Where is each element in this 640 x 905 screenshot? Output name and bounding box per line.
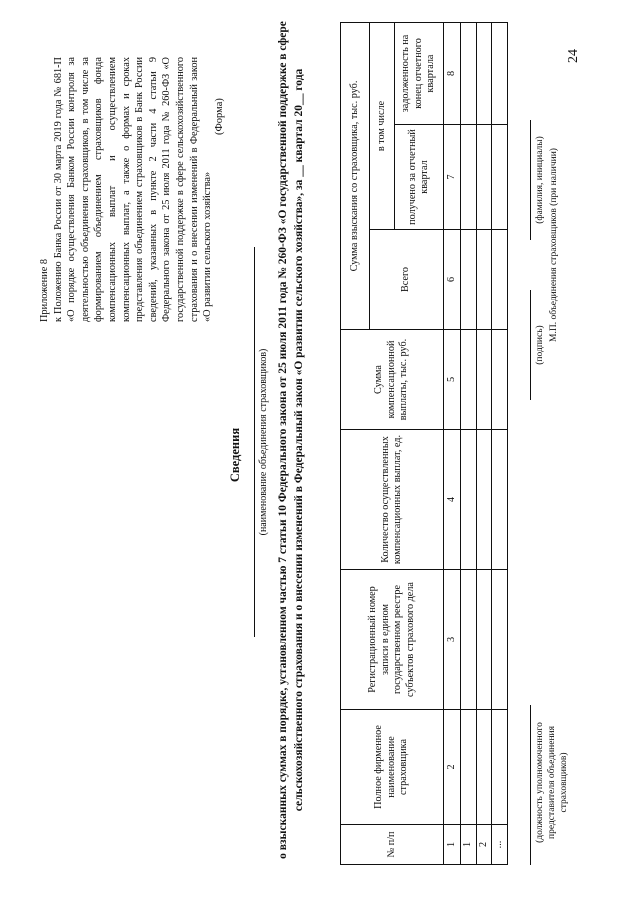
signature-caption: (подпись): [535, 325, 545, 365]
page-number: 24: [566, 49, 581, 63]
header-registration-number: Регистрационный номер записи в едином государственном реестре субъектов страхового дела: [341, 570, 444, 710]
form-label: (Форма): [214, 98, 225, 135]
name-caption: (фамилия, инициалы): [535, 136, 545, 224]
table-cell: [476, 570, 492, 710]
name-line: [530, 120, 531, 240]
col-number-cell: 4: [444, 430, 461, 570]
header-including: в том числе: [370, 22, 395, 229]
table-cell: [476, 330, 492, 430]
table-cell: [492, 330, 508, 430]
table-cell: [461, 330, 477, 430]
table-cell: [476, 125, 492, 230]
table-cell: [476, 710, 492, 825]
table-cell: 2: [476, 825, 492, 865]
table-cell: [492, 570, 508, 710]
table-row: [476, 22, 492, 864]
col-number-cell: 3: [444, 570, 461, 710]
col-number-cell: 2: [444, 710, 461, 825]
col-number-cell: 8: [444, 22, 461, 124]
table-cell: [492, 710, 508, 825]
header-received: получено за отчетный квартал: [395, 125, 444, 230]
appendix-reference: [38, 57, 215, 322]
table-cell: [476, 430, 492, 570]
position-caption: (должность уполномоченного представителя объединения страховщиков): [535, 722, 569, 843]
col-number-cell: 5: [444, 330, 461, 430]
header-payment-count: Количество осуществленных компенсационных выплат, ед.: [341, 430, 444, 570]
table-cell: [492, 125, 508, 230]
header-payment-sum: Сумма компенсационной выплаты, тыс. руб.: [341, 330, 444, 430]
stamp-caption: М.П. объединения страховщиков (при наличии): [549, 148, 559, 342]
header-debt: задолженность на конец отчетного квартала: [395, 22, 444, 124]
data-table: [340, 22, 508, 865]
table-row: [461, 22, 477, 864]
table-cell: [476, 230, 492, 330]
table-cell: [492, 230, 508, 330]
col-number-cell: 6: [444, 230, 461, 330]
table-cell: [476, 22, 492, 124]
table-cell: [461, 430, 477, 570]
table-cell: ...: [492, 825, 508, 865]
document-title: Сведения: [228, 427, 242, 483]
header-num: № п/п: [341, 825, 444, 865]
table-row: [492, 22, 508, 864]
appendix-text: к Положению Банка России от 30 марта 2019 года № 681-П «О порядке осуществления Банком России контроля за деятельностью объединения страховщиков, в том числе за формированием объединением страховщиков фонда компенсационных выплат и осуществлением компенсационных выплат, а также о формах и сроках представления объединением страховщиков в Банк России сведений, указанных в пункте 2 части 4 статьи 9 Федерального закона от 25 июля 2011 года № 260-ФЗ «О государственной поддержке в сфере сельскохозяйственного страхования и о внесении изменений в Федеральный закон «О развитии сельского хозяйства»: [52, 57, 214, 322]
table-cell: [461, 125, 477, 230]
col-number-cell: 1: [444, 825, 461, 865]
header-total: Всего: [370, 230, 444, 330]
position-line: [530, 705, 531, 865]
table-cell: 1: [461, 825, 477, 865]
org-name-line: [254, 247, 255, 637]
table-cell: [461, 22, 477, 124]
signature-line: [530, 290, 531, 400]
document-subtitle: о взысканных суммах в порядке, установленном частью 7 статьи 10 Федерального закона от 25 июля 2011 года № 260-ФЗ «О государственной поддержке в сфере сельскохозяйственного страхования и о внесении изменений в Федеральный закон «О развитии сельского хозяйства», за __ квартал 20__ года: [277, 21, 305, 859]
table-cell: [492, 22, 508, 124]
header-insurer-name: Полное фирменное наименование страховщика: [341, 710, 444, 825]
table-cell: [461, 710, 477, 825]
appendix-heading: Приложение 8: [39, 259, 50, 322]
table-cell: [492, 430, 508, 570]
table-cell: [461, 570, 477, 710]
table-cell: [461, 230, 477, 330]
header-recovery-group: Сумма взыскания со страховщика, тыс. руб.: [341, 22, 370, 329]
org-name-caption: (наименование объединения страховщиков): [258, 348, 269, 536]
col-number-cell: 7: [444, 125, 461, 230]
